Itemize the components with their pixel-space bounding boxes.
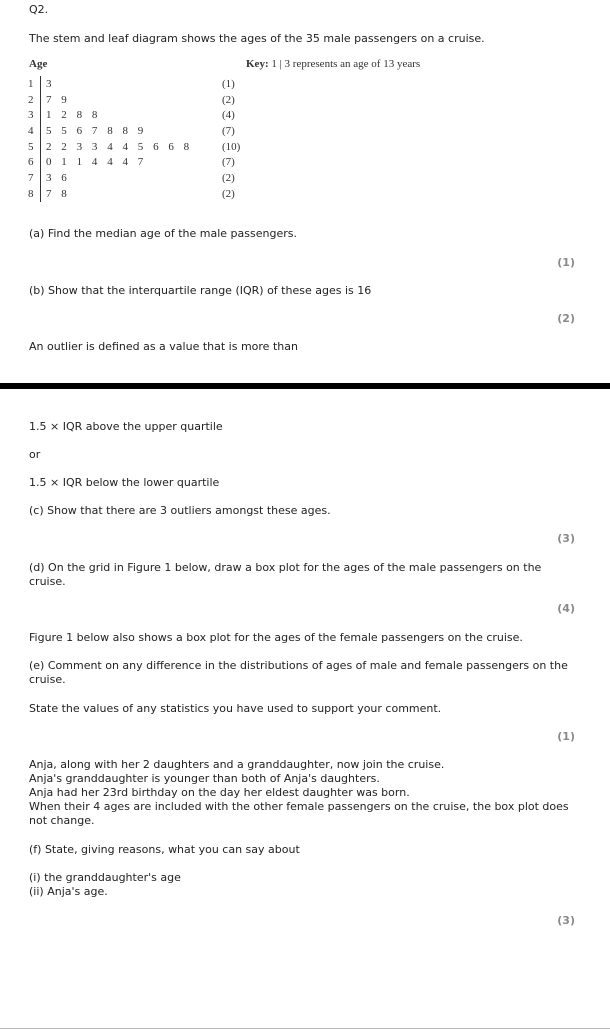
key-label: Key: — [246, 58, 269, 70]
leaf-value: 1 — [46, 109, 52, 122]
part-c-marks: (3) — [557, 532, 575, 545]
leaf-value: 5 — [46, 124, 52, 137]
leaf-value: 8 — [61, 187, 67, 200]
leaf-value: 5 — [137, 140, 144, 153]
leaves — [41, 139, 223, 155]
leaf-value: 3 — [91, 140, 98, 153]
stem-value: 3 — [28, 107, 41, 123]
stem-value: 8 — [28, 186, 41, 202]
leaf-value: 3 — [46, 77, 52, 90]
anja-line: Anja, along with her 2 daughters and a granddaughter, now join the cruise. — [29, 758, 445, 771]
leaf-value: 4 — [107, 140, 113, 153]
anja-line: Anja had her 23rd birthday on the day her eldest daughter was born. — [29, 786, 410, 799]
leaf-value: 7 — [137, 156, 144, 169]
part-f-marks: (3) — [557, 914, 575, 927]
leaves — [41, 154, 223, 170]
leaf-value: 2 — [61, 140, 67, 153]
leaf-value: 8 — [91, 109, 98, 122]
leaf-value: 1 — [61, 156, 67, 169]
stem-row-6 — [28, 154, 262, 170]
leaf-value: 7 — [91, 124, 98, 137]
leaf-value: 9 — [137, 124, 144, 137]
leaf-value: 1 — [76, 156, 83, 169]
anja-paragraph — [29, 758, 574, 828]
page-bottom-rule — [0, 1028, 610, 1029]
leaf-value: 9 — [61, 93, 67, 106]
leaves — [41, 170, 223, 186]
stem-row-7 — [28, 170, 262, 186]
leaf-value: 3 — [46, 171, 52, 184]
stem-row-1 — [28, 76, 262, 92]
part-d-text: (d) On the grid in Figure 1 below, draw a box plot for the ages of the male passengers on the cruise. — [29, 561, 542, 588]
part-f-sub-ii: (ii) Anja's age. — [29, 885, 108, 898]
question-number: Q2. — [29, 3, 49, 16]
leaf-count: (1) — [222, 77, 235, 90]
leaves — [41, 123, 223, 139]
leaf-value: 6 — [76, 124, 83, 137]
key-text: 1 | 3 represents an age of 13 years — [271, 58, 421, 70]
part-c-text: (c) Show that there are 3 outliers amongst these ages. — [29, 504, 331, 517]
part-f-sub-i: (i) the granddaughter's age — [29, 871, 181, 884]
leaf-value: 0 — [46, 156, 52, 169]
leaf-value: 4 — [91, 156, 98, 169]
leaf-value: 7 — [46, 187, 52, 200]
stem-row-8 — [28, 186, 262, 202]
figure-note: Figure 1 below also shows a box plot for the ages of the female passengers on the cruise. — [29, 631, 523, 644]
leaf-count: (7) — [222, 156, 235, 169]
leaf-value: 4 — [107, 156, 113, 169]
leaf-value: 7 — [46, 93, 52, 106]
stem-row-5 — [28, 139, 262, 155]
page-divider — [0, 383, 610, 389]
leaf-value: 8 — [107, 124, 113, 137]
leaf-count: (7) — [222, 124, 235, 137]
part-a-marks: (1) — [557, 256, 575, 269]
leaf-count: (2) — [222, 171, 235, 184]
outlier-lower: 1.5 × IQR below the lower quartile — [29, 476, 220, 489]
leaves — [41, 76, 223, 92]
leaf-value: 2 — [46, 140, 52, 153]
part-f-text: (f) State, giving reasons, what you can say about — [29, 843, 300, 856]
leaf-value: 2 — [61, 109, 67, 122]
stem-row-2 — [28, 92, 262, 108]
anja-line: When their 4 ages are included with the other female passengers on the cruise, the box plot does not change. — [29, 800, 569, 827]
anja-line: Anja's granddaughter is younger than both of Anja's daughters. — [29, 772, 380, 785]
part-e-text: (e) Comment on any difference in the distributions of ages of male and female passengers on the cruise. — [29, 659, 568, 686]
leaf-count: (2) — [222, 93, 235, 106]
leaf-value: 4 — [122, 140, 128, 153]
leaf-value: 5 — [61, 124, 67, 137]
leaves — [41, 186, 223, 202]
diagram-title: Age — [29, 58, 48, 70]
stem-value: 2 — [28, 92, 41, 108]
leaf-value: 4 — [122, 156, 128, 169]
part-e-marks: (1) — [557, 730, 575, 743]
leaf-value: 3 — [76, 140, 83, 153]
leaves — [41, 92, 223, 108]
leaf-count: (2) — [222, 187, 235, 200]
leaf-value: 8 — [122, 124, 128, 137]
stem-value: 6 — [28, 154, 41, 170]
outlier-intro: An outlier is defined as a value that is more than — [29, 340, 298, 353]
part-d-marks: (4) — [557, 602, 575, 615]
leaf-count: (4) — [222, 109, 235, 122]
part-e-state: State the values of any statistics you have used to support your comment. — [29, 702, 442, 715]
intro-text: The stem and leaf diagram shows the ages of the 35 male passengers on a cruise. — [29, 32, 485, 45]
part-b-marks: (2) — [557, 312, 575, 325]
leaf-value: 8 — [76, 109, 83, 122]
diagram-key — [246, 58, 420, 70]
part-a-text: (a) Find the median age of the male passengers. — [29, 227, 297, 240]
leaves — [41, 107, 223, 123]
part-b-text: (b) Show that the interquartile range (IQR) of these ages is 16 — [29, 284, 372, 297]
leaf-value: 6 — [168, 140, 174, 153]
leaf-count: (10) — [222, 140, 241, 153]
leaf-value: 6 — [61, 171, 67, 184]
stem-value: 4 — [28, 123, 41, 139]
stem-value: 7 — [28, 170, 41, 186]
stem-leaf-diagram — [28, 76, 263, 202]
outlier-or: or — [29, 448, 41, 461]
stem-value: 5 — [28, 139, 41, 155]
leaf-value: 6 — [153, 140, 159, 153]
stem-row-3 — [28, 107, 262, 123]
leaf-value: 8 — [183, 140, 190, 153]
stem-row-4 — [28, 123, 262, 139]
stem-value: 1 — [28, 76, 41, 92]
outlier-upper: 1.5 × IQR above the upper quartile — [29, 420, 223, 433]
